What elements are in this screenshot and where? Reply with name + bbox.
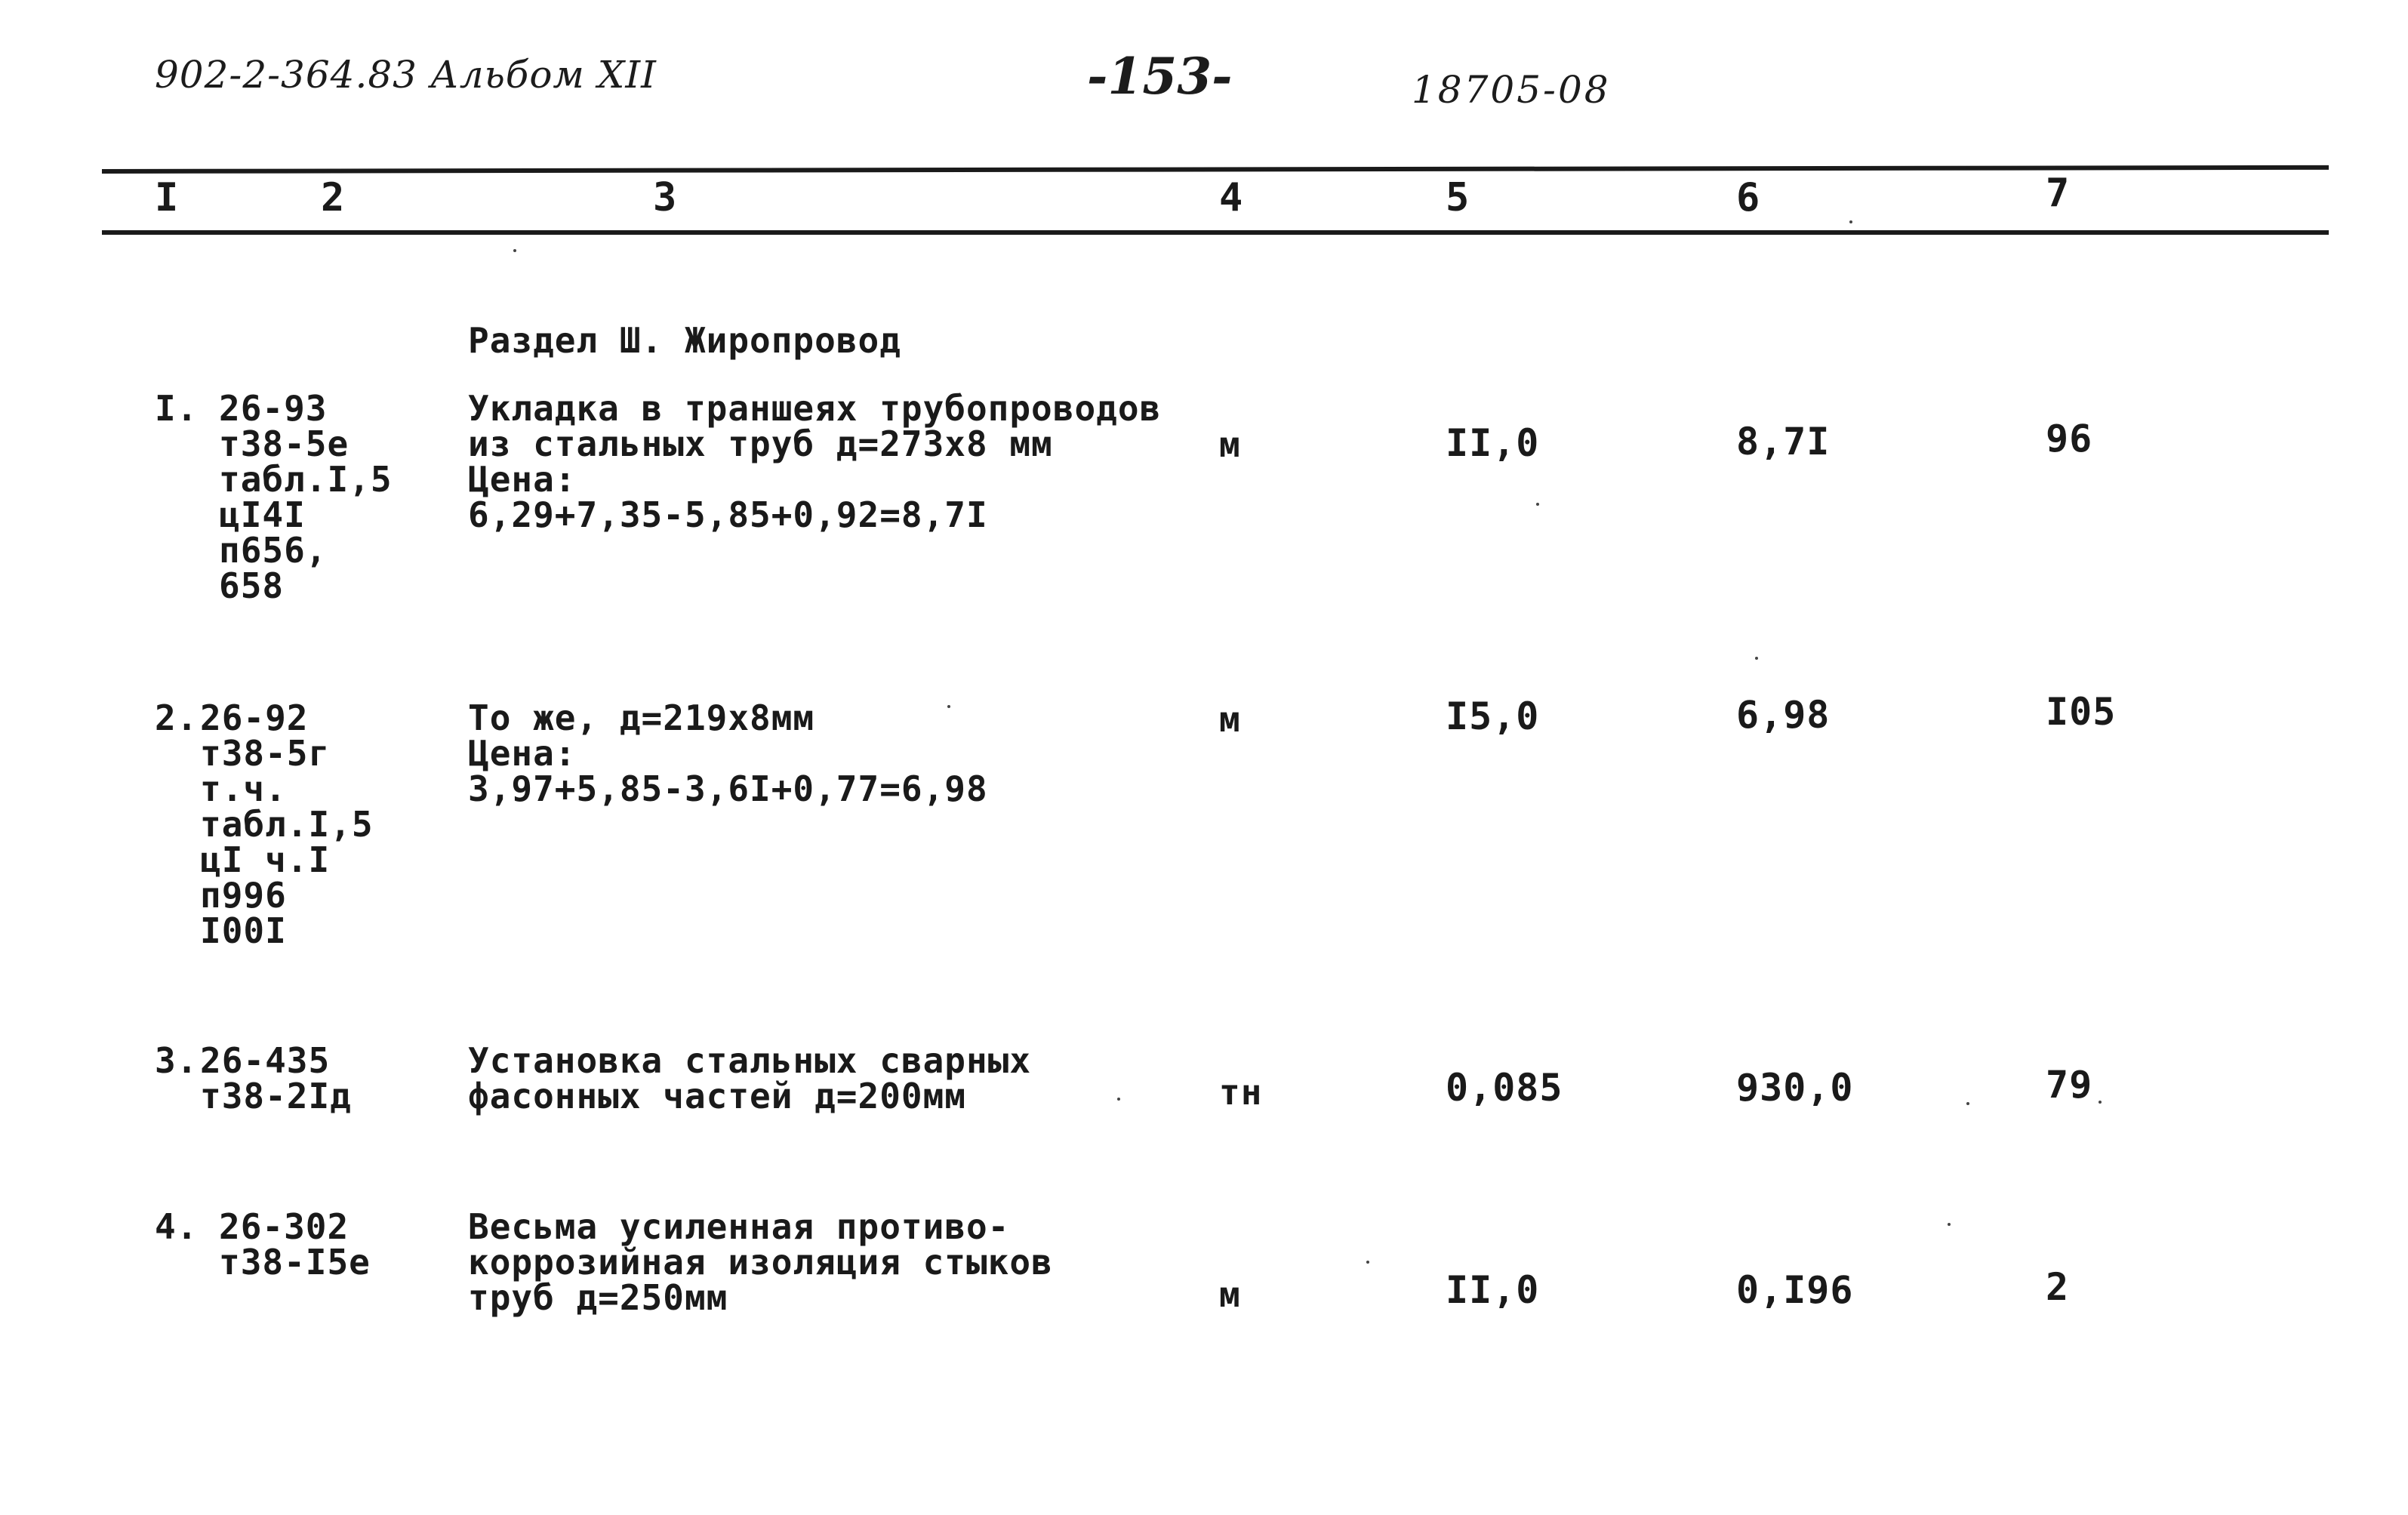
row-1-price: 8,7I bbox=[1736, 420, 1831, 463]
row-1-description: Укладка в траншеях трубопроводов из стальных труб д=273х8 мм Цена: 6,29+7,35-5,85+0,92=8,7I bbox=[468, 388, 1162, 535]
row-3-total: 79 bbox=[2046, 1063, 2093, 1107]
scan-speck bbox=[1849, 220, 1852, 223]
table-top-rule bbox=[102, 165, 2329, 174]
row-2-quantity: I5,0 bbox=[1446, 694, 1540, 738]
column-header-4: 4 bbox=[1219, 175, 1243, 220]
scan-speck bbox=[1966, 1102, 1969, 1105]
column-header-2: 2 bbox=[321, 175, 345, 220]
scan-speck bbox=[1755, 657, 1758, 660]
row-2-reference: 26-92 т38-5г т.ч. табл.I,5 цI ч.I п996 I00I bbox=[200, 697, 374, 951]
row-2-unit: м bbox=[1219, 699, 1241, 740]
row-4-price: 0,I96 bbox=[1736, 1268, 1854, 1312]
row-1-quantity: II,0 bbox=[1446, 421, 1540, 465]
column-header-1: I bbox=[155, 175, 179, 220]
row-2-number: 2. bbox=[155, 697, 199, 738]
row-3-number: 3. bbox=[155, 1040, 199, 1081]
scan-speck bbox=[947, 705, 950, 708]
scan-speck bbox=[1366, 1261, 1369, 1264]
column-header-3: 3 bbox=[653, 175, 677, 220]
document-number: 902-2-364.83 Альбом XII bbox=[155, 53, 657, 97]
scan-speck bbox=[1948, 1223, 1951, 1226]
row-2-total: I05 bbox=[2046, 690, 2117, 734]
column-header-7: 7 bbox=[2046, 171, 2070, 216]
row-3-description: Установка стальных сварных фасонных частей д=200мм bbox=[468, 1040, 1032, 1116]
column-header-5: 5 bbox=[1446, 175, 1470, 220]
scan-speck bbox=[2099, 1101, 2102, 1104]
row-2-price: 6,98 bbox=[1736, 693, 1831, 737]
scan-speck bbox=[1536, 503, 1539, 506]
row-4-number: 4. bbox=[155, 1206, 199, 1247]
row-1-number: I. bbox=[155, 388, 199, 429]
table-header-rule bbox=[102, 230, 2329, 235]
row-1-total: 96 bbox=[2046, 417, 2093, 460]
scan-speck bbox=[513, 249, 516, 252]
row-3-price: 930,0 bbox=[1736, 1066, 1854, 1110]
scan-speck bbox=[1117, 1098, 1120, 1101]
row-4-total: 2 bbox=[2046, 1265, 2070, 1309]
document-code: 18705-08 bbox=[1412, 68, 1611, 112]
row-2-description: То же, д=219х8мм Цена: 3,97+5,85-3,6I+0,77=6,98 bbox=[468, 697, 988, 809]
section-title: Раздел Ш. Жиропровод bbox=[468, 320, 901, 361]
row-1-unit: м bbox=[1219, 424, 1241, 465]
row-4-quantity: II,0 bbox=[1446, 1268, 1540, 1312]
row-4-unit: м bbox=[1219, 1274, 1241, 1315]
row-4-reference: 26-302 т38-I5е bbox=[219, 1206, 371, 1283]
row-3-reference: 26-435 т38-2Iд bbox=[200, 1040, 352, 1116]
page-number: -153- bbox=[1087, 47, 1233, 106]
column-header-6: 6 bbox=[1736, 175, 1760, 220]
row-3-unit: тн bbox=[1219, 1072, 1263, 1113]
row-3-quantity: 0,085 bbox=[1446, 1066, 1563, 1110]
row-4-description: Весьма усиленная противо- коррозийная изоляция стыков труб д=250мм bbox=[468, 1206, 1053, 1318]
row-1-reference: 26-93 т38-5е табл.I,5 цI4I п656, 658 bbox=[219, 388, 393, 606]
